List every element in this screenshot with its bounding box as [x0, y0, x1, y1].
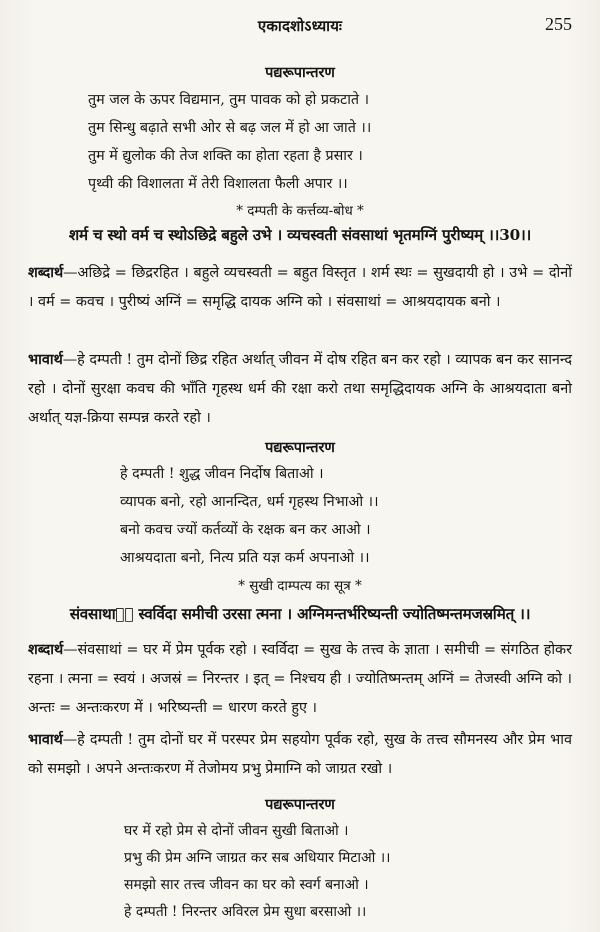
- verse-line: व्यापक बनो, रहो आनन्दित, धर्म गृहस्थ निभाओ ।।: [120, 494, 379, 510]
- mantra-30: शर्म च स्थो वर्म च स्थोऽछिद्रे बहुले उभे । व्यचस्वती संवसाथां भृतमग्निं पुरीष्यम् ।।30।।: [68, 226, 532, 244]
- section-subheading-2: * सुखी दाम्पत्य का सूत्र *: [238, 578, 362, 594]
- verse-line: पृथ्वी की विशालता में तेरी विशालता फैली अपार ।।: [88, 176, 348, 192]
- verse-block-3: [124, 818, 590, 926]
- verse-line: हे दम्पती ! शुद्ध जीवन निर्दोष बिताओ ।: [120, 466, 324, 482]
- bhavarth-paragraph-2: [28, 725, 572, 784]
- bhavarth-paragraph-1: [28, 345, 572, 433]
- verse-line: तुम सिन्धु बढ़ाते सभी ओर से बढ़ जल में हो आ जाते ।।: [88, 120, 372, 136]
- bhavarth-text: —हे दम्पती ! तुम दोनों घर में परस्पर प्रेम सहयोग पूर्वक रहो, सुख के तत्त्व सौमनस्य और प्रेम भाव को समझो । अपने अन्तःकरण में तेजोमय प्रभु प्रेमाग्नि को जाग्रत रखो ।: [28, 732, 572, 777]
- verse-heading-3: पद्यरूपान्तरण: [265, 796, 335, 813]
- mantra-31: संवसाथाᳬं स्वर्विदा समीची उरसा त्मना । अग्निमन्तर्भरिष्यन्ती ज्योतिष्मन्तमजस्रमित् ।।: [69, 605, 531, 623]
- shabdarth-paragraph-2: [28, 635, 572, 723]
- verse-line: तुम में द्युलोक की तेज शक्ति का होता रहता है प्रसार ।: [88, 148, 363, 164]
- verse-line: बनो कवच ज्यों कर्तव्यों के रक्षक बन कर आओ ।: [120, 522, 371, 538]
- shabdarth-text: —अछिद्रे = छिद्ररहित । बहुले व्यचस्वती = बहुत विस्तृत । शर्म स्थः = सुखदायी हो । उभे = दोनों । वर्म = कवच । पुरीष्यं अग्निं = समृद्धि दायक अग्नि को । संवसाथां = आश्रयदायक बनो ।: [28, 265, 572, 310]
- verse-heading-1: पद्यरूपान्तरण: [265, 64, 335, 81]
- shabdarth-label: शब्दार्थ: [28, 641, 64, 658]
- shabdarth-label: शब्दार्थ: [28, 264, 64, 281]
- running-header: एकादशोऽध्यायः: [257, 17, 343, 35]
- verse-line: तुम जल के ऊपर विद्यमान, तुम पावक को हो प्रकटाते ।: [88, 92, 370, 108]
- bhavarth-label: भावार्थ: [28, 731, 63, 748]
- verse-line: आश्रयदाता बनो, नित्य प्रति यज्ञ कर्म अपनाओ ।।: [120, 550, 370, 566]
- bhavarth-label: भावार्थ: [28, 351, 63, 368]
- verse-line: समझो सार तत्त्व जीवन का घर को स्वर्ग बनाओ ।: [124, 877, 369, 893]
- verse-line: हे दम्पती ! निरन्तर अविरल प्रेम सुधा बरसाओ ।।: [124, 904, 367, 920]
- verse-block-2: [120, 460, 580, 572]
- section-subheading-1: * दम्पती के कर्त्तव्य-बोध *: [236, 203, 364, 219]
- verse-line: प्रभु की प्रेम अग्नि जाग्रत कर सब अधियार मिटाओ ।।: [124, 850, 391, 866]
- bhavarth-text: —हे दम्पती ! तुम दोनों छिद्र रहित अर्थात् जीवन में दोष रहित बन कर रहो । व्यापक बन कर सानन्द रहो । दोनों सुरक्षा कवच की भाँति गृहस्थ धर्म की रक्षा करो तथा समृद्धिदायक अग्नि के आश्रयदाता बनो अर्थात् यज्ञ-क्रिया सम्पन्न करते रहो ।: [28, 352, 572, 426]
- verse-heading-2: पद्यरूपान्तरण: [265, 439, 335, 456]
- verse-line: घर में रहो प्रेम से दोनों जीवन सुखी बिताओ ।: [124, 823, 349, 839]
- shabdarth-text: —संवसाथां = घर में प्रेम पूर्वक रहो । स्वर्विदा = सुख के तत्त्व के ज्ञाता । समीची = संगठित होकर रहना । त्मना = स्वयं । अजस्रं = निरन्तर । इत् = निश्चय ही । ज्योतिष्मन्तम् अग्निं = तेजस्वी अग्नि को । अन्तः = अन्तःकरण में । भरिष्यन्ती = धारण करते हुए ।: [28, 642, 572, 716]
- shabdarth-paragraph-1: [28, 258, 572, 317]
- verse-block-1: [88, 86, 580, 198]
- page-number: 255: [545, 14, 572, 34]
